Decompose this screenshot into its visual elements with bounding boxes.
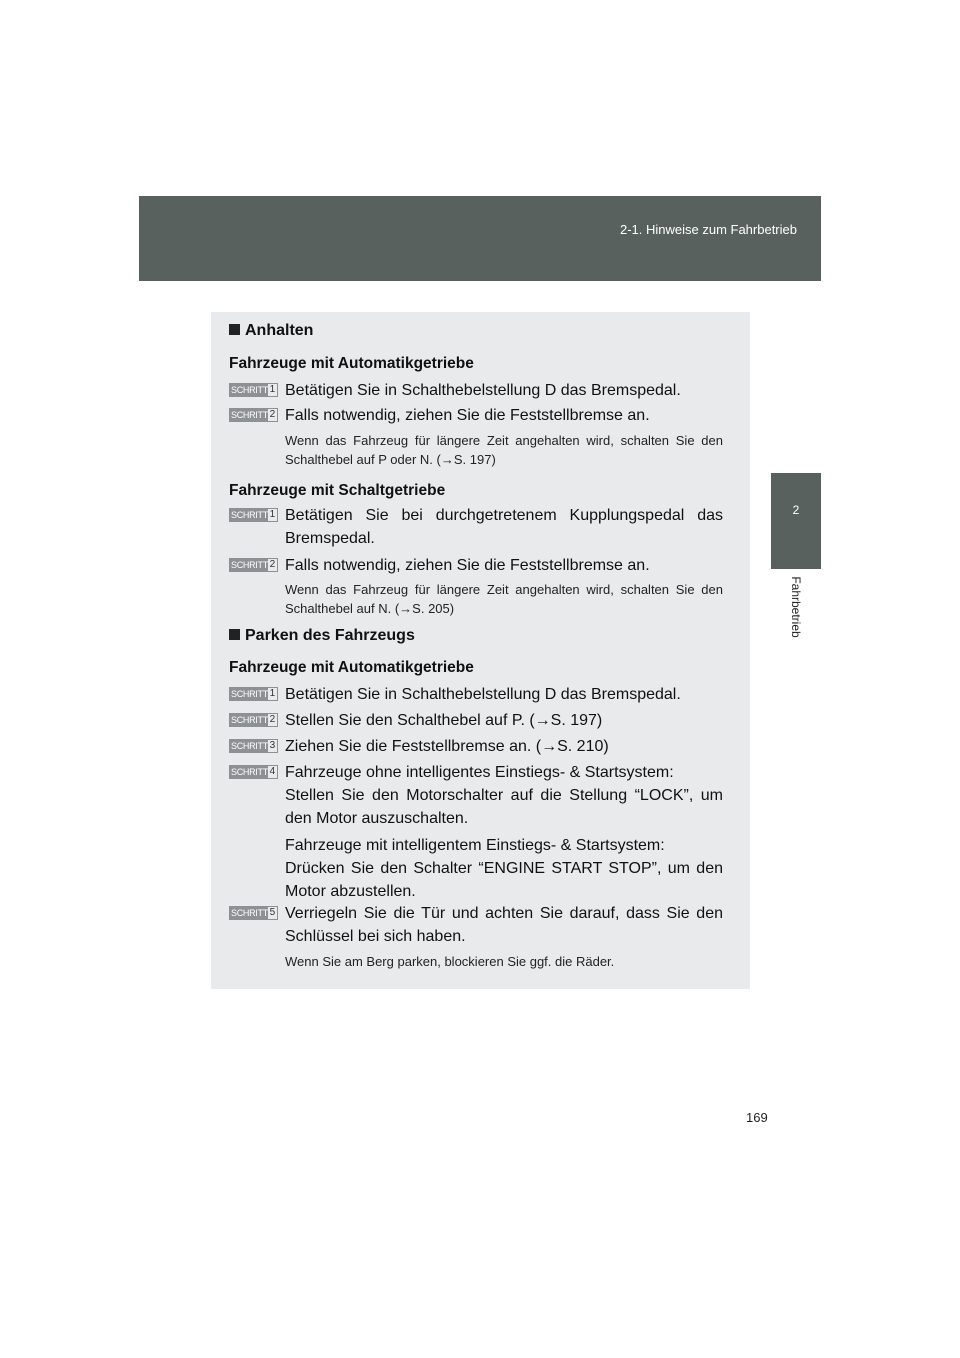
step-text: Falls notwendig, ziehen Sie die Feststellbremse an. — [285, 557, 650, 574]
step-badge: SCHRITT 2 — [229, 558, 278, 572]
step-item — [229, 379, 727, 402]
step-item — [229, 554, 727, 577]
step-badge: SCHRITT 2 — [229, 713, 278, 727]
step-note: Wenn Sie am Berg parken, blockieren Sie ggf. die Räder. — [285, 954, 615, 969]
section-title-parken: Parken des Fahrzeugs — [229, 627, 727, 645]
chapter-side-label: Fahrbetrieb — [789, 576, 803, 638]
step-text-heading: Fahrzeuge mit intelligentem Einstiegs- & Startsystem: — [285, 837, 665, 854]
content-panel — [211, 312, 750, 989]
step-badge: SCHRITT 4 — [229, 765, 278, 779]
step-text: Betätigen Sie in Schalthebelstellung D das Bremspedal. — [285, 382, 681, 399]
page-number: 169 — [746, 1110, 768, 1125]
step-text: Falls notwendig, ziehen Sie die Feststellbremse an. — [285, 407, 650, 424]
step-text: Stellen Sie den Schalthebel auf P. (→S. 197) — [285, 712, 603, 729]
step-text-heading: Fahrzeuge ohne intelligentes Einstiegs- & Startsystem: — [285, 764, 674, 781]
step-item — [229, 735, 727, 758]
step-text: Drücken Sie den Schalter “ENGINE START STOP”, um den Motor abzustellen. — [285, 860, 723, 900]
step-badge: SCHRITT 3 — [229, 739, 278, 753]
step-text: Ziehen Sie die Feststellbremse an. (→S. 210) — [285, 738, 609, 755]
step-note: Wenn das Fahrzeug für längere Zeit angehalten wird, schalten Sie den Schalthebel auf P oder N. (→S. 197) — [285, 433, 723, 467]
square-bullet-icon — [229, 324, 240, 335]
chapter-number: 2 — [792, 503, 800, 517]
step-text: Verriegeln Sie die Tür und achten Sie darauf, dass Sie den Schlüssel bei sich haben. — [285, 905, 723, 945]
step-item — [229, 709, 727, 732]
subsection-title: Fahrzeuge mit Automatikgetriebe — [229, 659, 474, 676]
step-item — [229, 902, 727, 948]
note-block — [229, 580, 727, 620]
step-item — [229, 761, 727, 899]
subsection-title: Fahrzeuge mit Schaltgetriebe — [229, 482, 446, 499]
chapter-header — [139, 196, 821, 281]
step-badge: SCHRITT 1 — [229, 687, 278, 701]
note-block — [229, 431, 727, 471]
step-badge: SCHRITT 2 — [229, 408, 278, 422]
step-badge: SCHRITT 1 — [229, 383, 278, 397]
step-note: Wenn das Fahrzeug für längere Zeit angehalten wird, schalten Sie den Schalthebel auf N. (→S. 205) — [285, 582, 723, 616]
step-text: Betätigen Sie in Schalthebelstellung D das Bremspedal. — [285, 686, 681, 703]
step-text: Stellen Sie den Motorschalter auf die Stellung “LOCK”, um den Motor auszuschalten. — [285, 787, 723, 827]
step-badge: SCHRITT 1 — [229, 508, 278, 522]
step-item — [229, 404, 727, 427]
square-bullet-icon — [229, 629, 240, 640]
subsection-title: Fahrzeuge mit Automatikgetriebe — [229, 355, 474, 372]
chapter-tab — [771, 473, 821, 569]
step-item — [229, 683, 727, 706]
step-item — [229, 504, 727, 550]
chapter-title: 2-1. Hinweise zum Fahrbetrieb — [619, 222, 797, 237]
note-block — [229, 952, 727, 972]
step-text: Betätigen Sie bei durchgetretenem Kupplungspedal das Bremspedal. — [285, 507, 723, 547]
step-badge: SCHRITT 5 — [229, 906, 278, 920]
section-title-anhalten: Anhalten — [229, 322, 727, 340]
